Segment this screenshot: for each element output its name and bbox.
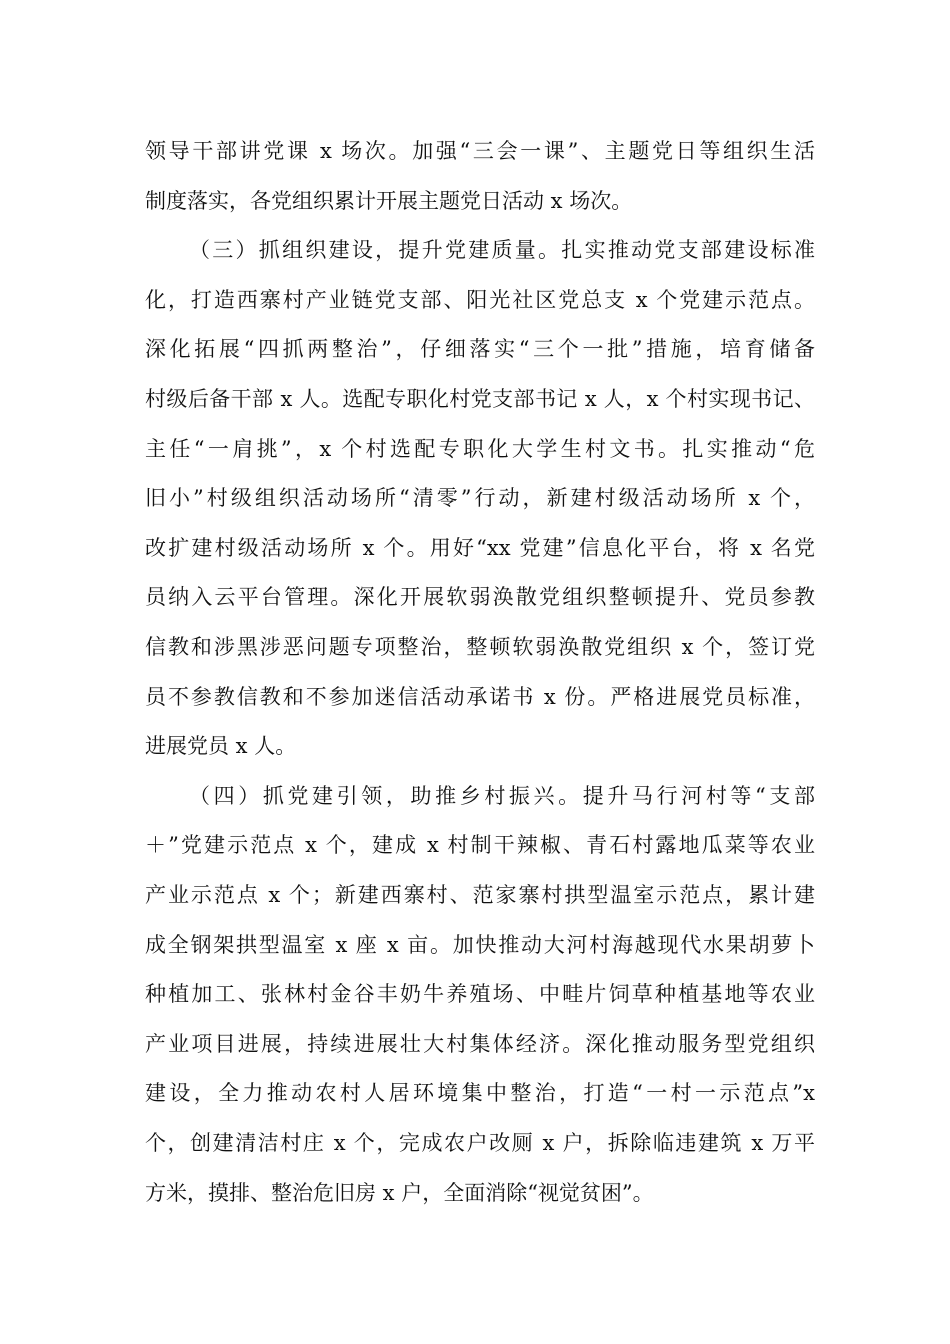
paragraph-line: 方米，摸排、整治危旧房 x 户，全面消除“视觉贫困”。	[145, 1181, 654, 1205]
paragraph-line: 旧小”村级组织活动场所“清零”行动，新建村级活动场所 x 个，	[145, 486, 815, 510]
paragraph-line: 领导干部讲党课 x 场次。加强“三会一课”、主题党日等组织生活	[145, 139, 815, 163]
paragraph-line: 改扩建村级活动场所 x 个。用好“xx 党建”信息化平台，将 x 名党	[145, 536, 815, 560]
paragraph-line: 种植加工、张林村金谷丰奶牛养殖场、中畦片饲草种植基地等农业	[145, 982, 815, 1006]
paragraph-line: 化，打造西寨村产业链党支部、阳光社区党总支 x 个党建示范点。	[145, 288, 815, 312]
paragraph-line: 制度落实，各党组织累计开展主题党日活动 x 场次。	[145, 189, 633, 213]
paragraph-line: ＋”党建示范点 x 个，建成 x 村制干辣椒、青石村露地瓜菜等农业	[145, 833, 815, 857]
paragraph-line: 村级后备干部 x 人。选配专职化村党支部书记 x 人，x 个村实现书记、	[145, 387, 815, 411]
paragraph-line: 员不参教信教和不参加迷信活动承诺书 x 份。严格进展党员标准，	[145, 685, 815, 709]
paragraph-line: 员纳入云平台管理。深化开展软弱涣散党组织整顿提升、党员参教	[145, 585, 815, 609]
paragraph-line: 产业示范点 x 个；新建西寨村、范家寨村拱型温室示范点，累计建	[145, 883, 815, 907]
paragraph-line: 产业项目进展，持续进展壮大村集体经济。深化推动服务型党组织	[145, 1032, 815, 1056]
paragraph-line: 建设，全力推动农村人居环境集中整治，打造“一村一示范点”x	[145, 1081, 815, 1105]
paragraph-line: 信教和涉黑涉恶问题专项整治，整顿软弱涣散党组织 x 个，签订党	[145, 635, 815, 659]
paragraph-line: 主任“一肩挑”，x 个村选配专职化大学生村文书。扎实推动“危	[145, 437, 815, 461]
paragraph-line: 进展党员 x 人。	[145, 734, 297, 758]
section-heading-line: （四）抓党建引领，助推乡村振兴。提升马行河村等“支部	[189, 784, 815, 808]
paragraph-line: 深化拓展“四抓两整治”，仔细落实“三个一批”措施，培育储备	[145, 337, 815, 361]
paragraph-line: 成全钢架拱型温室 x 座 x 亩。加快推动大河村海越现代水果胡萝卜	[145, 933, 815, 957]
paragraph-line: 个，创建清洁村庄 x 个，完成农户改厕 x 户，拆除临违建筑 x 万平	[145, 1131, 815, 1155]
section-heading-line: （三）抓组织建设，提升党建质量。扎实推动党支部建设标准	[189, 238, 815, 262]
